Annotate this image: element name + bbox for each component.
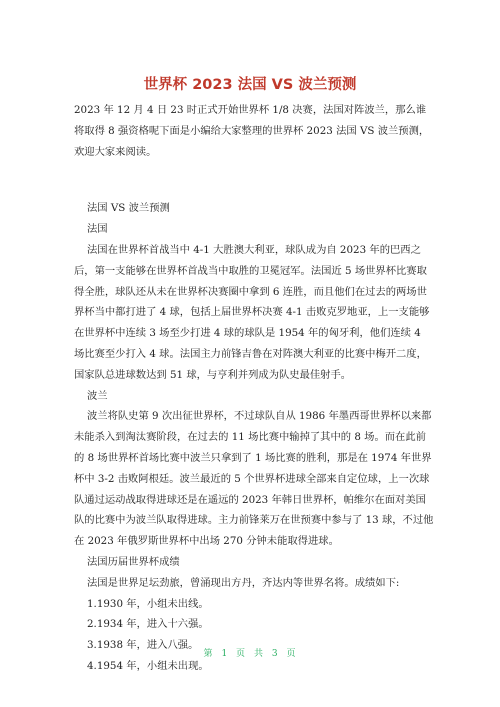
footer-of: 共 — [253, 649, 264, 659]
history-item: 4.1954 年，小组未出现。 — [87, 659, 209, 672]
france-heading: 法国 — [87, 223, 108, 236]
footer-suffix: 页 — [286, 649, 297, 659]
document-title: 世界杯 2023 法国 VS 波兰预测 — [143, 77, 357, 93]
history-item: 2.1934 年，进入十六强。 — [87, 618, 209, 631]
spacer — [74, 162, 434, 198]
poland-heading: 波兰 — [87, 389, 108, 402]
history-item: 1.1930 年，小组未出线。 — [87, 597, 209, 610]
footer-prefix: 第 — [203, 649, 214, 659]
footer-total-pages: 3 — [271, 649, 279, 659]
history-item: 3.1938 年，进入八强。 — [87, 639, 199, 652]
intro-paragraph: 2023 年 12 月 4 日 23 时正式开始世界杯 1/8 决赛，法国对阵波兰，那么谁将取得 8 强资格呢下面是小编给大家整理的世界杯 2023 法国 VS 波兰预测，欢迎大家来阅读。 — [74, 104, 430, 158]
history-intro: 法国是世界足坛劲旅，曾涌现出方丹，齐达内等世界名将。成绩如下: — [87, 576, 400, 589]
footer-page-number: 1 — [221, 649, 229, 659]
section-title: 法国 VS 波兰预测 — [87, 202, 170, 215]
footer-mid: 页 — [236, 649, 247, 659]
page-footer — [0, 646, 500, 659]
poland-paragraph: 波兰将队史第 9 次出征世界杯，不过球队自从 1986 年墨西哥世界杯以来都未能杀入到淘汰赛阶段，在过去的 11 场比赛中输掉了其中的 8 场。而在此前的 8 场世界杯首场比赛中波兰只拿到了 1 场比赛的胜利，那是在 1974 年世界杯中 3-2 击败阿根廷。波兰最近的 5 个世界杯进球全部来自定位球，上一次球队通过运动战取得进球还是在遥远的 2023 年韩日世界杯，帕维尔在面对美国队的比赛中为波兰队取得进球。主力前锋莱万在世预赛中参与了 13 球，不过他在 2023 年俄罗斯世界杯中出场 270 分钟未能取得进球。 — [74, 410, 434, 548]
document-body — [74, 100, 434, 677]
history-heading: 法国历届世界杯成绩 — [87, 555, 180, 568]
france-paragraph: 法国在世界杯首战当中 4-1 大胜澳大利亚，球队成为自 2023 年的巴西之后，第一支能够在世界杯首战当中取胜的卫冕冠军。法国近 5 场世界杯比赛取得全胜，球队还从未在世界杯决赛圈中拿到 6 连胜，而且他们在过去的两场世界杯当中都打进了 4 球，包括上届世界杯决赛 4-1 击败克罗地亚，上一支能够在世界杯中连续 3 场至少打进 4 球的球队是 1954 年的匈牙利，他们连续 4 场比赛至少打入 4 球。法国主力前锋吉鲁在对阵澳大利亚的比赛中梅开二度，国家队总进球数达到 51 球，与亨利并列成为队史最佳射手。 — [74, 243, 430, 381]
